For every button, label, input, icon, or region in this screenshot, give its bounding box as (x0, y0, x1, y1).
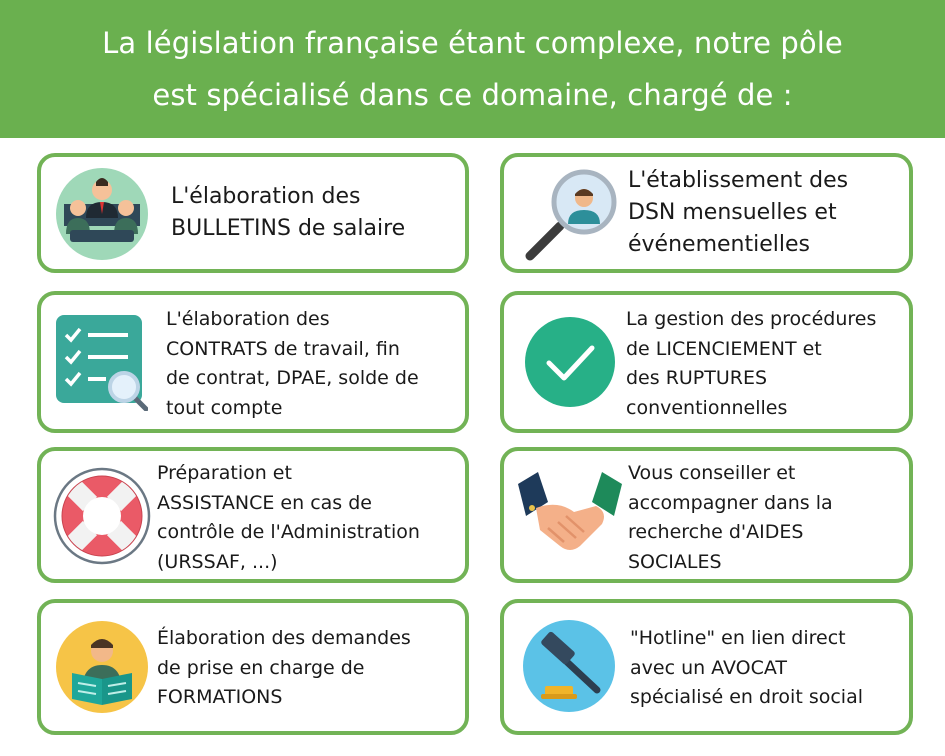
card-line: accompagner dans la (628, 491, 833, 514)
gavel-icon (523, 620, 615, 716)
card-hotline-text (630, 624, 863, 713)
header-line-2: est spécialisé dans ce domaine, chargé de : (152, 78, 793, 112)
card-line: CONTRATS de travail, fin (166, 337, 400, 360)
header-banner (0, 0, 945, 138)
card-line: "Hotline" en lien direct (630, 627, 846, 649)
card-aides-text (628, 459, 833, 577)
reading-person-icon (56, 621, 148, 717)
lifebuoy-icon (52, 466, 152, 570)
magnifier-person-icon (522, 164, 622, 268)
card-formations-text (157, 624, 411, 713)
card-line: recherche d'AIDES (628, 521, 804, 543)
card-line: événementielles (628, 232, 810, 257)
header-line-1: La législation française étant complexe, notre pôle (102, 26, 843, 60)
card-line: de prise en charge de (157, 656, 365, 679)
card-line: (URSSAF, ...) (157, 550, 278, 573)
card-line: conventionnelles (626, 396, 788, 419)
card-line: BULLETINS de salaire (171, 216, 406, 241)
card-dsn-text (628, 165, 848, 261)
card-assistance-text (157, 459, 420, 577)
card-line: ASSISTANCE en cas de (157, 491, 372, 514)
card-line: L'établissement des (628, 168, 849, 193)
check-circle-icon (524, 316, 616, 412)
card-licenciement-text (626, 305, 876, 423)
card-bulletins-text (171, 181, 405, 245)
card-line: spécialisé en droit social (630, 686, 863, 708)
card-line: DSN mensuelles et (628, 200, 837, 225)
card-line: FORMATIONS (157, 686, 283, 708)
card-line: SOCIALES (628, 550, 722, 573)
card-line: L'élaboration des (171, 184, 361, 209)
handshake-icon (518, 472, 622, 564)
card-line: Préparation et (157, 462, 292, 484)
checklist-icon (56, 315, 148, 415)
card-line: contrôle de l'Administration (157, 521, 420, 543)
card-line: tout compte (166, 396, 283, 419)
card-line: La gestion des procédures (626, 308, 877, 330)
card-line: des RUPTURES (626, 367, 768, 389)
card-line: avec un AVOCAT (630, 656, 787, 679)
card-line: L'élaboration des (166, 308, 330, 330)
card-line: de LICENCIEMENT et (626, 337, 822, 360)
meeting-people-icon (56, 168, 148, 264)
card-contrats-text (166, 305, 419, 423)
card-line: de contrat, DPAE, solde de (166, 367, 419, 389)
card-line: Élaboration des demandes (157, 627, 411, 649)
card-line: Vous conseiller et (628, 462, 796, 484)
